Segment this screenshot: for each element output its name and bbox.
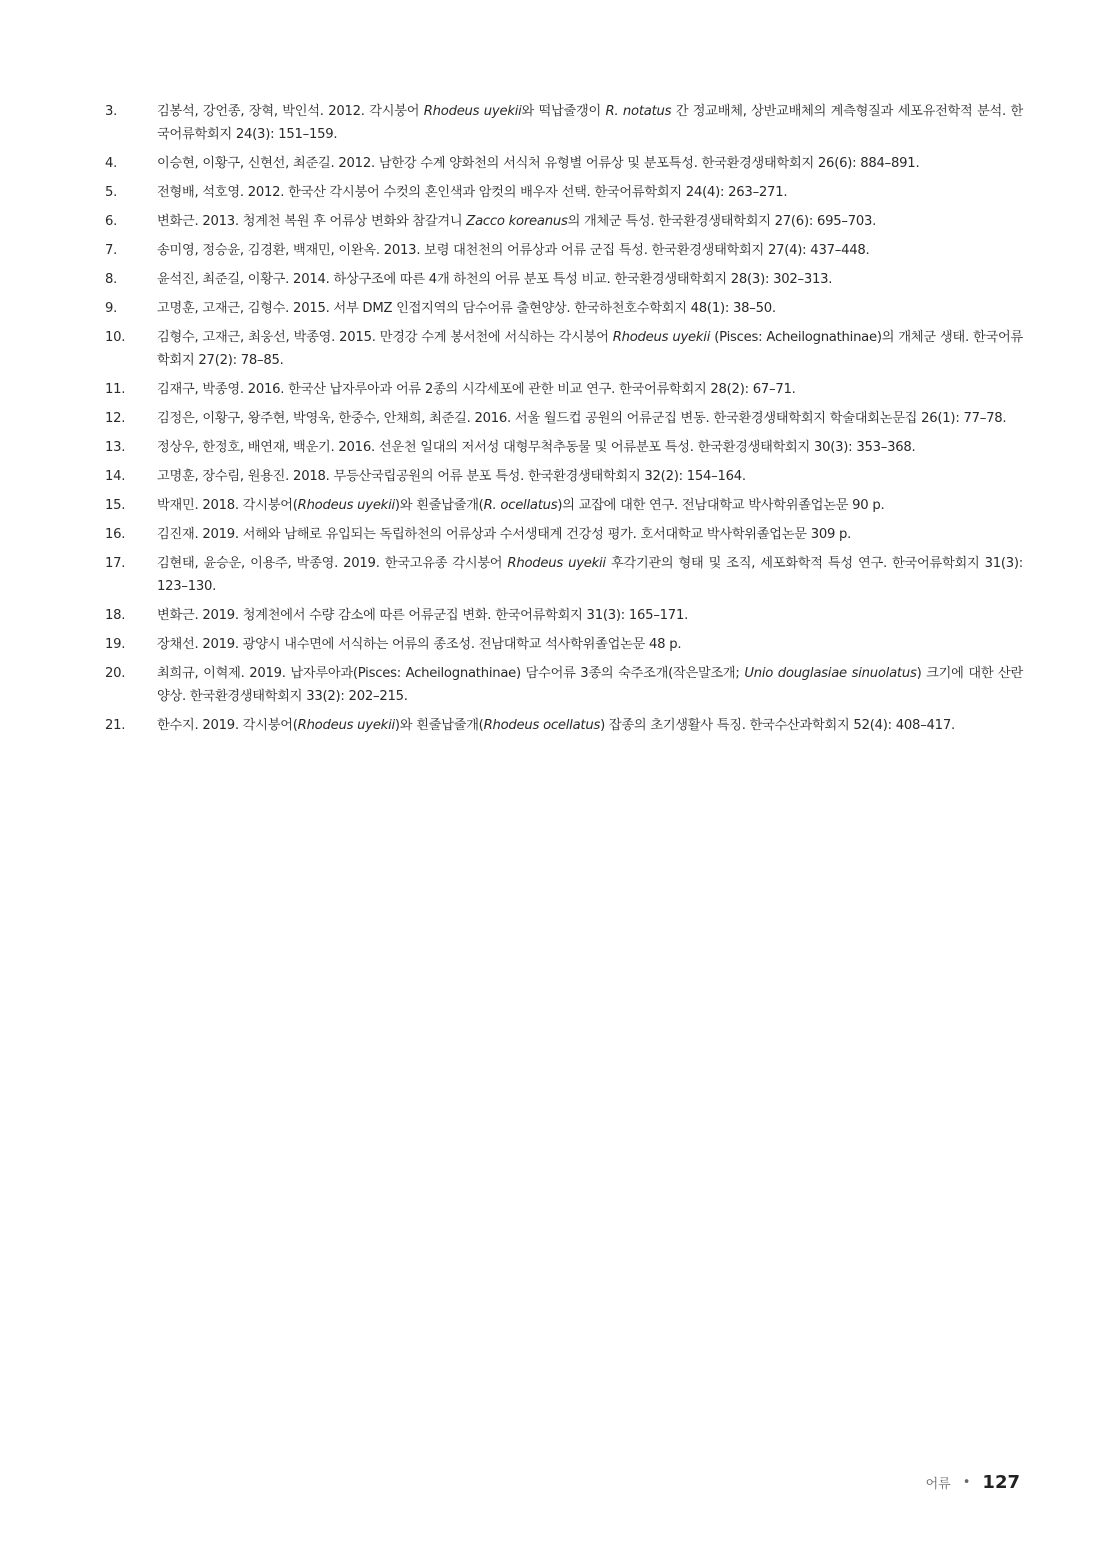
reference-text-segment: 김재구, 박종영. 2016. 한국산 납자루아과 어류 2종의 시각세포에 관한 비교 연구. 한국어류학회지 28(2): 67–71. [157, 382, 796, 397]
reference-text-segment: )와 흰줄납줄개( [394, 718, 484, 733]
reference-text-segment: 후각기관의 형태 및 조직, 세포화학적 특성 연구. 한국어류학회지 31(3): 123–130. [157, 556, 1023, 594]
reference-item [105, 268, 1023, 291]
reference-item [105, 494, 1023, 517]
reference-text-segment: )의 교잡에 대한 연구. 전남대학교 박사학위졸업논문 90 p. [557, 498, 885, 513]
reference-text [157, 181, 1023, 204]
reference-number: 18. [105, 608, 126, 623]
reference-text [157, 378, 1023, 401]
reference-text-segment: 변화근. 2013. 청계천 복원 후 어류상 변화와 참갈겨니 [157, 214, 467, 229]
species-name: Unio douglasiae sinuolatus [744, 666, 917, 681]
reference-text-segment: 김정은, 이황구, 왕주현, 박영욱, 한중수, 안채희, 최준길. 2016. 서울 월드컵 공원의 어류군집 변동. 한국환경생태학회지 학술대회논문집 26(1): 77–78. [157, 411, 1007, 426]
reference-text-segment: 간 정교배체, 상반교배체의 계측형질과 세포유전학적 분석. 한국어류학회지 24(3): 151–159. [157, 104, 1023, 142]
reference-text [157, 326, 1023, 372]
reference-item [105, 633, 1023, 656]
reference-item [105, 100, 1023, 146]
reference-text [157, 633, 1023, 656]
reference-number: 15. [105, 498, 126, 513]
footer-section-title: 어류 [925, 1477, 951, 1492]
reference-text-segment: 박재민. 2018. 각시붕어( [157, 498, 298, 513]
reference-text [157, 239, 1023, 262]
species-name: Rhodeus uyekii [423, 104, 522, 119]
species-name: Rhodeus ocellatus [483, 718, 601, 733]
species-name: Rhodeus uyekii [612, 330, 711, 345]
reference-text-segment: 김형수, 고재근, 최웅선, 박종영. 2015. 만경강 수계 봉서천에 서식하는 각시붕어 [157, 330, 613, 345]
reference-text-segment: 전형배, 석호영. 2012. 한국산 각시붕어 수컷의 혼인색과 암컷의 배우자 선택. 한국어류학회지 24(4): 263–271. [157, 185, 788, 200]
reference-number: 5. [105, 185, 118, 200]
reference-number: 9. [105, 301, 118, 316]
reference-text [157, 552, 1023, 598]
reference-text-segment: (Pisces: Acheilognathinae)의 개체군 생태. 한국어류학회지 27(2): 78–85. [157, 330, 1023, 368]
species-name: Rhodeus uyekii [297, 718, 395, 733]
reference-number: 3. [105, 104, 118, 119]
reference-text [157, 152, 1023, 175]
reference-text [157, 465, 1023, 488]
reference-number: 21. [105, 718, 126, 733]
reference-text-segment: 한수지. 2019. 각시붕어( [157, 718, 298, 733]
species-name: Zacco koreanus [466, 214, 568, 229]
reference-item [105, 326, 1023, 372]
reference-text-segment: 김진재. 2019. 서해와 남해로 유입되는 독립하천의 어류상과 수서생태계 건강성 평가. 호서대학교 박사학위졸업논문 309 p. [157, 527, 852, 542]
reference-item [105, 604, 1023, 627]
reference-text-segment: 이승현, 이황구, 신현선, 최준길. 2012. 남한강 수계 양화천의 서식처 유형별 어류상 및 분포특성. 한국환경생태학회지 26(6): 884–891. [157, 156, 920, 171]
reference-text-segment: 의 개체군 특성. 한국환경생태학회지 27(6): 695–703. [567, 214, 877, 229]
species-name: Rhodeus uyekii [507, 556, 606, 571]
footer-separator: • [962, 1475, 971, 1490]
reference-item [105, 714, 1023, 737]
reference-text-segment: )와 흰줄납줄개( [394, 498, 484, 513]
reference-item [105, 552, 1023, 598]
reference-number: 20. [105, 666, 126, 681]
reference-text-segment: 와 떡납줄갱이 [521, 104, 606, 119]
reference-text-segment: ) 잡종의 초기생활사 특징. 한국수산과학회지 52(4): 408–417. [600, 718, 955, 733]
reference-number: 14. [105, 469, 126, 484]
reference-item [105, 407, 1023, 430]
reference-text [157, 714, 1023, 737]
reference-text [157, 523, 1023, 546]
reference-text-segment: 고명훈, 고재근, 김형수. 2015. 서부 DMZ 인접지역의 담수어류 출현양상. 한국하천호수학회지 48(1): 38–50. [157, 301, 776, 316]
reference-item [105, 210, 1023, 233]
page-number: 127 [982, 1472, 1020, 1493]
reference-number: 17. [105, 556, 126, 571]
reference-text [157, 100, 1023, 146]
reference-number: 10. [105, 330, 126, 345]
reference-number: 13. [105, 440, 126, 455]
reference-text-segment: 김봉석, 강언종, 장혁, 박인석. 2012. 각시붕어 [157, 104, 424, 119]
reference-text [157, 604, 1023, 627]
reference-text [157, 436, 1023, 459]
reference-text [157, 407, 1023, 430]
reference-number: 12. [105, 411, 126, 426]
reference-number: 19. [105, 637, 126, 652]
reference-number: 7. [105, 243, 118, 258]
reference-text [157, 268, 1023, 291]
reference-text-segment: 장채선. 2019. 광양시 내수면에 서식하는 어류의 종조성. 전남대학교 석사학위졸업논문 48 p. [157, 637, 682, 652]
reference-text-segment: ) 크기에 대한 산란양상. 한국환경생태학회지 33(2): 202–215. [157, 666, 1023, 704]
reference-number: 16. [105, 527, 126, 542]
reference-number: 8. [105, 272, 118, 287]
reference-text-segment: 정상우, 한정호, 배연재, 백운기. 2016. 선운천 일대의 저서성 대형무척추동물 및 어류분포 특성. 한국환경생태학회지 30(3): 353–368. [157, 440, 916, 455]
species-name: R. notatus [605, 104, 672, 119]
reference-text-segment: 송미영, 정승윤, 김경환, 백재민, 이완옥. 2013. 보령 대천천의 어류상과 어류 군집 특성. 한국환경생태학회지 27(4): 437–448. [157, 243, 870, 258]
reference-item [105, 378, 1023, 401]
reference-text-segment: 변화근. 2019. 청계천에서 수량 감소에 따른 어류군집 변화. 한국어류학회지 31(3): 165–171. [157, 608, 689, 623]
reference-text-segment: 최희규, 이혁제. 2019. 납자루아과(Pisces: Acheilognathinae) 담수어류 3종의 숙주조개(작은말조개; [157, 666, 745, 681]
reference-item [105, 662, 1023, 708]
reference-text [157, 662, 1023, 708]
reference-text [157, 297, 1023, 320]
reference-number: 4. [105, 156, 118, 171]
reference-text [157, 210, 1023, 233]
reference-list [105, 100, 1023, 743]
reference-text-segment: 고명훈, 장수림, 원용진. 2018. 무등산국립공원의 어류 분포 특성. 한국환경생태학회지 32(2): 154–164. [157, 469, 746, 484]
reference-item [105, 523, 1023, 546]
reference-item [105, 436, 1023, 459]
reference-number: 11. [105, 382, 126, 397]
reference-item [105, 239, 1023, 262]
reference-item [105, 152, 1023, 175]
reference-item [105, 297, 1023, 320]
reference-text-segment: 김현태, 윤승운, 이용주, 박종영. 2019. 한국고유종 각시붕어 [157, 556, 508, 571]
reference-item [105, 465, 1023, 488]
reference-text-segment: 윤석진, 최준길, 이황구. 2014. 하상구조에 따른 4개 하천의 어류 분포 특성 비교. 한국환경생태학회지 28(3): 302–313. [157, 272, 833, 287]
page-footer [926, 1472, 1020, 1493]
species-name: Rhodeus uyekii [297, 498, 395, 513]
reference-item [105, 181, 1023, 204]
reference-number: 6. [105, 214, 118, 229]
reference-text [157, 494, 1023, 517]
species-name: R. ocellatus [483, 498, 558, 513]
